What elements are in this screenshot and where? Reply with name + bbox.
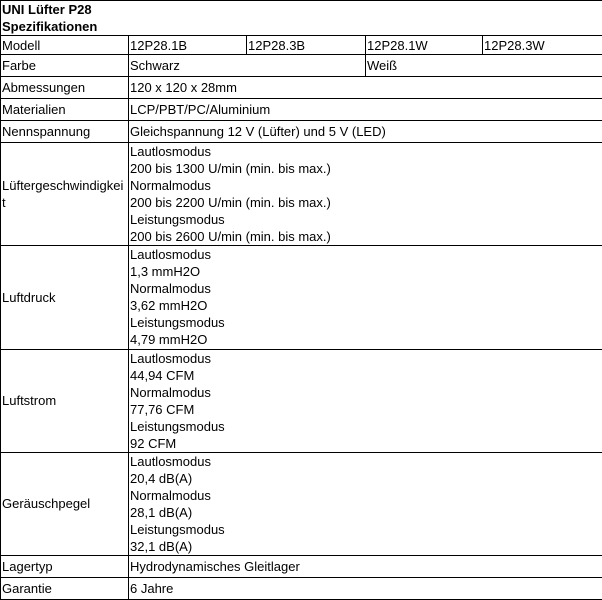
mode-value: 28,1 dB(A) xyxy=(130,504,193,520)
mode-label: Lautlosmodus xyxy=(130,350,211,366)
mode-label: Normalmodus xyxy=(130,384,211,400)
model-cell: 12P28.3W xyxy=(483,36,602,55)
row-label: Farbe xyxy=(1,55,129,77)
value-lines xyxy=(130,246,601,348)
row-value xyxy=(129,452,602,555)
mode-value: 1,3 mmH2O xyxy=(130,264,201,280)
title-cell xyxy=(1,1,602,36)
mode-value: 200 bis 2600 U/min (min. bis max.) xyxy=(130,229,331,245)
row-label: Luftdruck xyxy=(1,246,129,349)
value-lines xyxy=(130,453,601,555)
row-label: Modell xyxy=(1,36,129,55)
row-label: Garantie xyxy=(1,577,129,599)
mode-value: 32,1 dB(A) xyxy=(130,538,193,554)
row-luftdruck xyxy=(1,246,602,349)
mode-label: Leistungsmodus xyxy=(130,315,225,331)
mode-value: 3,62 mmH2O xyxy=(130,298,208,314)
mode-value: 200 bis 1300 U/min (min. bis max.) xyxy=(130,161,331,177)
color-cell: Weiß xyxy=(366,55,602,77)
row-value xyxy=(129,349,602,452)
row-value: Hydrodynamisches Gleitlager xyxy=(129,555,602,577)
mode-label: Normalmodus xyxy=(130,178,211,194)
row-label: Luftstrom xyxy=(1,349,129,452)
table-title: UNI Lüfter P28 xyxy=(2,2,92,18)
mode-label: Lautlosmodus xyxy=(130,144,211,160)
table-subtitle: Spezifikationen xyxy=(2,19,98,35)
mode-label: Normalmodus xyxy=(130,281,211,297)
row-abmessungen xyxy=(1,77,602,99)
mode-value: 92 CFM xyxy=(130,435,177,451)
row-label: Geräuschpegel xyxy=(1,452,129,555)
mode-label: Leistungsmodus xyxy=(130,418,225,434)
model-cell: 12P28.1B xyxy=(129,36,247,55)
row-luftergeschwindigkeit xyxy=(1,143,602,246)
row-value xyxy=(129,143,602,246)
mode-label: Lautlosmodus xyxy=(130,247,211,263)
row-farbe xyxy=(1,55,602,77)
row-value: 6 Jahre xyxy=(129,577,602,599)
row-value: 120 x 120 x 28mm xyxy=(129,77,602,99)
row-value: Gleichspannung 12 V (Lüfter) und 5 V (LED) xyxy=(129,121,602,143)
mode-label: Leistungsmodus xyxy=(130,212,225,228)
row-label: Lagertyp xyxy=(1,555,129,577)
value-lines xyxy=(130,143,601,245)
row-materialien xyxy=(1,99,602,121)
mode-value: 77,76 CFM xyxy=(130,401,195,417)
row-value: LCP/PBT/PC/Aluminium xyxy=(129,99,602,121)
title-row xyxy=(1,1,602,36)
row-lagertyp xyxy=(1,555,602,577)
value-lines xyxy=(130,350,601,452)
mode-value: 4,79 mmH2O xyxy=(130,332,208,348)
row-luftstrom xyxy=(1,349,602,452)
row-nennspannung xyxy=(1,121,602,143)
row-label: Lüftergeschwindigkeit xyxy=(1,143,129,246)
color-cell: Schwarz xyxy=(129,55,366,77)
mode-value: 20,4 dB(A) xyxy=(130,470,193,486)
row-label: Materialien xyxy=(1,99,129,121)
mode-label: Leistungsmodus xyxy=(130,521,225,537)
row-modell xyxy=(1,36,602,55)
row-label: Abmessungen xyxy=(1,77,129,99)
row-gerauschpegel xyxy=(1,452,602,555)
row-label: Nennspannung xyxy=(1,121,129,143)
row-garantie xyxy=(1,577,602,599)
mode-label: Lautlosmodus xyxy=(130,453,211,469)
mode-value: 200 bis 2200 U/min (min. bis max.) xyxy=(130,195,331,211)
row-value xyxy=(129,246,602,349)
model-cell: 12P28.1W xyxy=(366,36,483,55)
mode-label: Normalmodus xyxy=(130,487,211,503)
mode-value: 44,94 CFM xyxy=(130,367,195,383)
model-cell: 12P28.3B xyxy=(247,36,366,55)
